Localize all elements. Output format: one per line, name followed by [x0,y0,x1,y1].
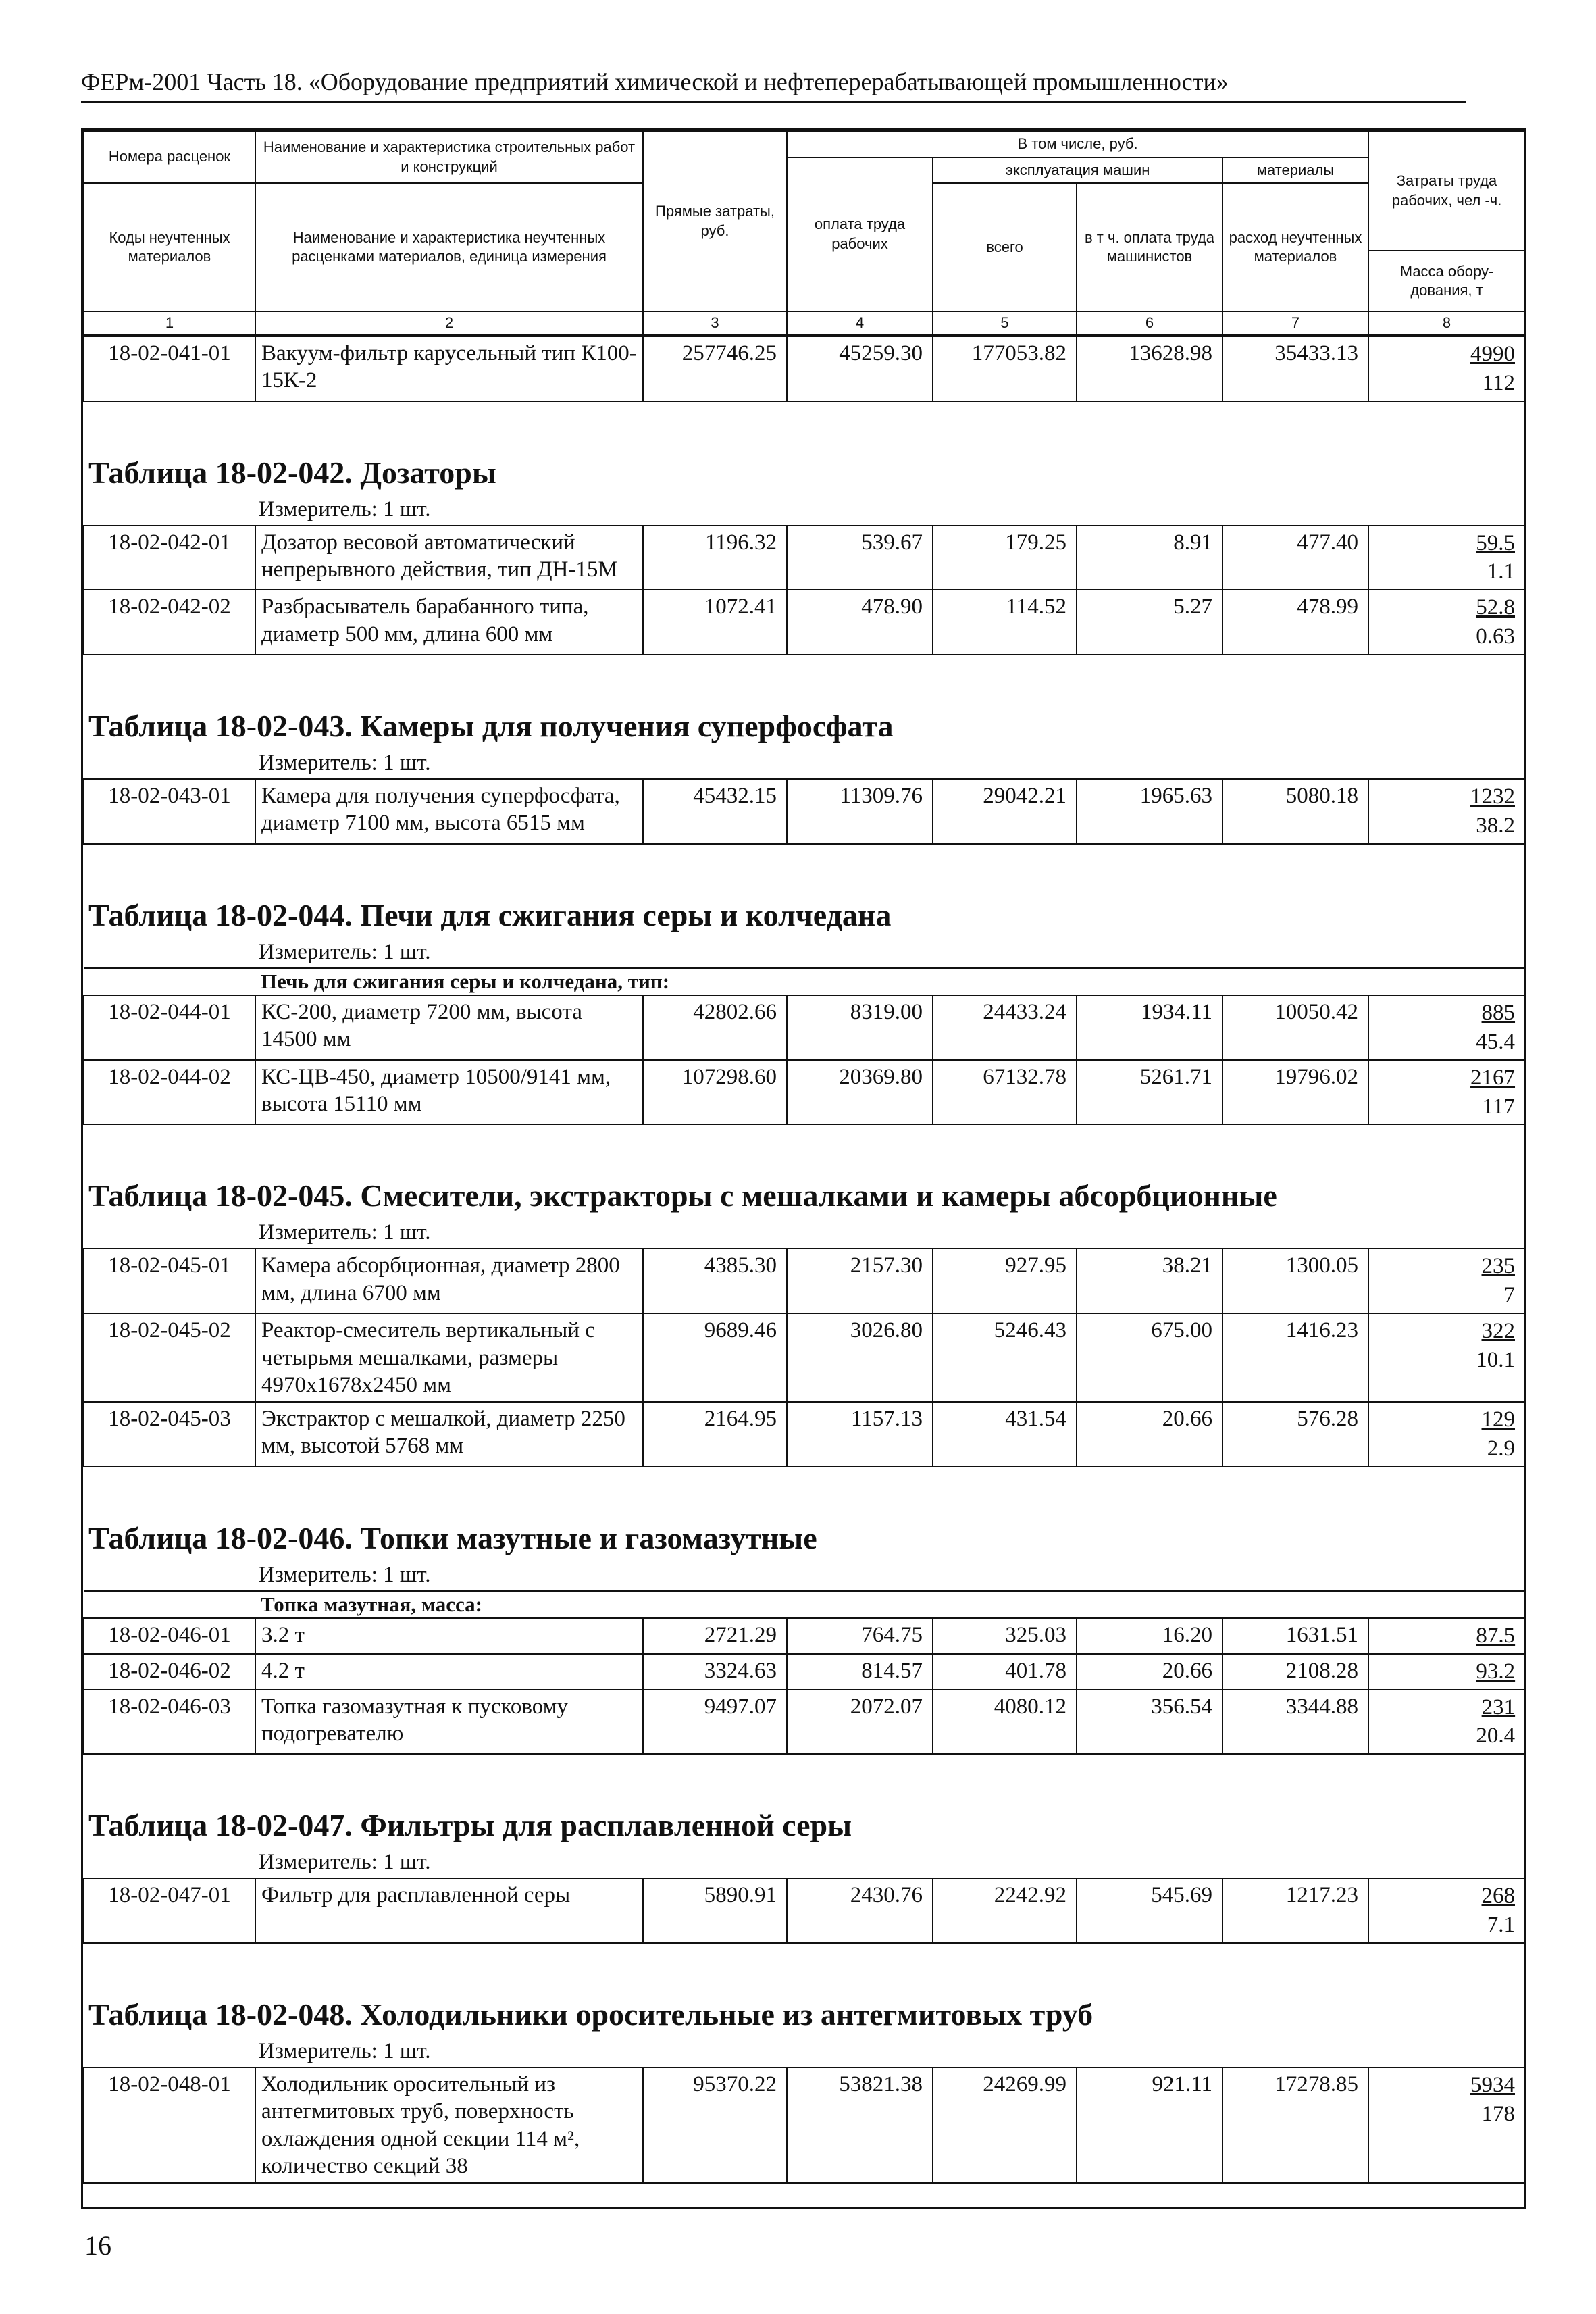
labor-hours: 235 [1481,1254,1515,1279]
rate-code: 18-02-048-01 [84,2067,255,2183]
section-unit: Измеритель: 1 шт. [259,751,431,776]
rate-code: 18-02-044-02 [84,1060,255,1125]
table-row [84,1878,1525,1943]
section-title: Таблица 18-02-044. Печи для сжигания серы и колчедана [88,897,892,932]
labor-hours: 2167 [1470,1065,1516,1090]
table-row [84,1654,1525,1690]
rate-code: 18-02-046-03 [84,1690,255,1755]
labor-hours-mass [1368,1060,1525,1125]
table-section [83,867,1524,1149]
table-header [83,130,1526,336]
equipment-mass: 117 [1482,1094,1516,1119]
labor-cost: 539.67 [787,526,933,590]
machine-cost: 5246.43 [933,1313,1077,1402]
material-cost: 10050.42 [1222,995,1368,1060]
labor-cost: 53821.38 [787,2067,933,2183]
section-title: Таблица 18-02-045. Смесители, экстракторы с мешалками и камеры абсорбционные [88,1178,1277,1213]
material-cost: 1217.23 [1222,1878,1368,1943]
labor-cost: 20369.80 [787,1060,933,1125]
direct-cost: 1072.41 [643,590,787,655]
labor-hours-mass [1368,2067,1525,2183]
table-row [84,995,1525,1060]
table-section [83,1967,1524,2207]
section-table [83,525,1526,679]
labor-hours-mass [1368,995,1525,1060]
labor-cost: 2072.07 [787,1690,933,1755]
material-cost: 477.40 [1222,526,1368,590]
rate-code: 18-02-042-02 [84,590,255,655]
machinist-labor-cost: 5261.71 [1077,1060,1222,1125]
header-incl: В том числе, руб. [787,131,1368,157]
labor-hours: 4990 [1470,341,1515,366]
machinist-labor-cost: 16.20 [1077,1618,1222,1654]
table-row [84,1690,1525,1755]
table-section [83,1490,1524,1778]
section-table [83,1590,1526,1778]
labor-hours-mass [1368,1690,1525,1755]
rate-code: 18-02-042-01 [84,526,255,590]
material-cost: 1631.51 [1222,1618,1368,1654]
labor-hours: 5934 [1470,2073,1515,2098]
machine-cost: 325.03 [933,1618,1077,1654]
machinist-labor-cost: 20.66 [1077,1654,1222,1690]
labor-hours: 322 [1481,1319,1515,1344]
rate-name: Камера для получения суперфосфата, диаметр 7100 мм, высота 6515 мм [255,779,643,844]
rate-name: КС-200, диаметр 7200 мм, высота 14500 мм [255,995,643,1060]
material-cost: 19796.02 [1222,1060,1368,1125]
section-table [83,1878,1526,1967]
col-num: 2 [255,311,643,335]
direct-cost: 9497.07 [643,1690,787,1755]
table-row [84,1618,1525,1654]
material-cost: 1300.05 [1222,1249,1368,1313]
rate-name: Камера абсорбционная, диаметр 2800 мм, длина 6700 мм [255,1249,643,1313]
material-cost: 2108.28 [1222,1654,1368,1690]
material-cost: 478.99 [1222,590,1368,655]
equipment-mass: 7.1 [1487,1913,1515,1938]
labor-hours-mass [1368,590,1525,655]
machine-cost: 927.95 [933,1249,1077,1313]
direct-cost: 5890.91 [643,1878,787,1943]
section-table [83,967,1526,1149]
machine-cost: 67132.78 [933,1060,1077,1125]
equipment-mass: 38.2 [1476,813,1515,838]
rate-code: 18-02-047-01 [84,1878,255,1943]
header-direct: Прямые затраты, руб. [643,131,787,311]
header-labor: оплата труда рабочих [787,157,933,312]
direct-cost: 42802.66 [643,995,787,1060]
rate-code: 18-02-043-01 [84,779,255,844]
header-codes: Коды неучтенных материалов [84,183,255,311]
col-num: 6 [1077,311,1222,335]
header-costs: Затраты труда рабочих, чел -ч. [1368,131,1525,251]
equipment-mass: 112 [1482,370,1515,395]
rate-name: КС-ЦВ-450, диаметр 10500/9141 мм, высота 15110 мм [255,1060,643,1125]
header-mass: Масса обору-дования, т [1368,251,1525,311]
table-row [84,1249,1525,1313]
header-matuse: расход неучтенных материалов [1222,183,1368,311]
machinist-labor-cost: 1934.11 [1077,995,1222,1060]
page-header: ФЕРм-2001 Часть 18. «Оборудование предприятий химической и нефтеперерабатывающей промышленности» [81,68,1466,103]
labor-hours: 52.8 [1476,595,1515,620]
rate-code: 18-02-045-03 [84,1402,255,1467]
direct-cost: 257746.25 [643,336,787,401]
direct-cost: 95370.22 [643,2067,787,2183]
machinist-labor-cost: 8.91 [1077,526,1222,590]
col-num: 5 [933,311,1077,335]
table-section [83,425,1524,679]
direct-cost: 4385.30 [643,1249,787,1313]
table-row [84,1060,1525,1125]
section-subheader: Печь для сжигания серы и колчедана, тип: [84,968,1525,995]
labor-hours: 93.2 [1476,1659,1516,1684]
equipment-mass: 1.1 [1487,559,1515,584]
direct-cost: 2721.29 [643,1618,787,1654]
machinist-labor-cost: 20.66 [1077,1402,1222,1467]
table-section [83,678,1524,867]
labor-hours-mass [1368,336,1525,401]
direct-cost: 9689.46 [643,1313,787,1402]
rate-name: Разбрасыватель барабанного типа, диаметр 500 мм, длина 600 мм [255,590,643,655]
section-title: Таблица 18-02-043. Камеры для получения суперфосфата [88,709,894,744]
header-materials: материалы [1222,157,1368,184]
direct-cost: 45432.15 [643,779,787,844]
machinist-labor-cost: 38.21 [1077,1249,1222,1313]
rate-name: Дозатор весовой автоматический непрерывного действия, тип ДН-15М [255,526,643,590]
rate-code: 18-02-045-01 [84,1249,255,1313]
section-title: Таблица 18-02-042. Дозаторы [88,455,496,490]
labor-hours-mass [1368,526,1525,590]
labor-hours-mass [1368,1654,1525,1690]
section-title: Таблица 18-02-048. Холодильники оросительные из антегмитовых труб [88,1997,1093,2032]
labor-cost: 814.57 [787,1654,933,1690]
machine-cost: 401.78 [933,1654,1077,1690]
table-row [84,1313,1525,1402]
rate-code: 18-02-046-02 [84,1654,255,1690]
labor-cost: 2430.76 [787,1878,933,1943]
machinist-labor-cost: 356.54 [1077,1690,1222,1755]
table-row [84,590,1525,655]
header-name: Наименование и характеристика строительных работ и конструкций [255,131,643,183]
table-row [84,526,1525,590]
rates-table [81,128,1526,2209]
rate-name: 3.2 т [255,1618,643,1654]
header-numbers: Номера расценок [84,131,255,183]
section-title: Таблица 18-02-047. Фильтры для расплавленной серы [88,1808,852,1843]
col-num: 8 [1368,311,1525,335]
labor-hours: 268 [1481,1884,1515,1909]
rate-code: 18-02-044-01 [84,995,255,1060]
machine-cost: 177053.82 [933,336,1077,401]
labor-hours-mass [1368,779,1525,844]
section-title: Таблица 18-02-046. Топки мазутные и газомазутные [88,1520,817,1555]
machine-cost: 114.52 [933,590,1077,655]
labor-cost: 45259.30 [787,336,933,401]
equipment-mass: 7 [1503,1283,1515,1308]
material-cost: 576.28 [1222,1402,1368,1467]
section-unit: Измеритель: 1 шт. [259,939,431,964]
material-cost: 1416.23 [1222,1313,1368,1402]
direct-cost: 2164.95 [643,1402,787,1467]
labor-hours: 885 [1481,1000,1516,1025]
rate-code: 18-02-041-01 [84,336,255,401]
header-exploit: эксплуатация машин [933,157,1222,184]
labor-hours: 129 [1481,1407,1515,1432]
rate-name: 4.2 т [255,1654,643,1690]
machine-cost: 24433.24 [933,995,1077,1060]
labor-cost: 3026.80 [787,1313,933,1402]
machine-cost: 2242.92 [933,1878,1077,1943]
page-number: 16 [84,2230,111,2261]
machinist-labor-cost: 921.11 [1077,2067,1222,2183]
section-table [83,1248,1526,1490]
rate-name: Топка газомазутная к пусковому подогревателю [255,1690,643,1755]
section-unit: Измеритель: 1 шт. [259,1850,431,1875]
material-cost: 35433.13 [1222,336,1368,401]
labor-cost: 2157.30 [787,1249,933,1313]
rate-name: Фильтр для расплавленной серы [255,1878,643,1943]
machinist-labor-cost: 1965.63 [1077,779,1222,844]
machine-cost: 24269.99 [933,2067,1077,2183]
section-unit: Измеритель: 1 шт. [259,1562,431,1587]
labor-hours: 231 [1481,1694,1516,1719]
section-table [83,2067,1526,2207]
rate-name: Вакуум-фильтр карусельный тип К100-15К-2 [255,336,643,401]
machine-cost: 431.54 [933,1402,1077,1467]
machine-cost: 4080.12 [933,1690,1077,1755]
machinist-labor-cost: 13628.98 [1077,336,1222,401]
equipment-mass: 0.63 [1476,624,1515,649]
equipment-mass: 10.1 [1476,1348,1515,1373]
header-machlabor: в т ч. оплата труда машинистов [1077,183,1222,311]
labor-hours-mass [1368,1878,1525,1943]
labor-cost: 8319.00 [787,995,933,1060]
machine-cost: 29042.21 [933,779,1077,844]
col-num: 4 [787,311,933,335]
labor-cost: 764.75 [787,1618,933,1654]
labor-cost: 1157.13 [787,1402,933,1467]
machinist-labor-cost: 5.27 [1077,590,1222,655]
labor-cost: 478.90 [787,590,933,655]
rate-name: Экстрактор с мешалкой, диаметр 2250 мм, высотой 5768 мм [255,1402,643,1467]
section-unit: Измеритель: 1 шт. [259,1220,431,1245]
machine-cost: 179.25 [933,526,1077,590]
labor-hours: 1232 [1470,784,1515,809]
labor-hours: 59.5 [1476,530,1515,555]
header-name2: Наименование и характеристика неучтенных расценками материалов, единица измерения [255,183,643,311]
section-unit: Измеритель: 1 шт. [259,497,431,522]
labor-hours-mass [1368,1249,1525,1313]
labor-cost: 11309.76 [787,779,933,844]
rate-code: 18-02-045-02 [84,1313,255,1402]
section-table [83,778,1526,867]
labor-hours: 87.5 [1476,1623,1516,1648]
material-cost: 5080.18 [1222,779,1368,844]
first-table-body [83,336,1526,425]
machinist-labor-cost: 675.00 [1077,1313,1222,1402]
equipment-mass: 20.4 [1476,1724,1516,1749]
machinist-labor-cost: 545.69 [1077,1878,1222,1943]
labor-hours-mass [1368,1402,1525,1467]
table-row [84,2067,1525,2183]
labor-hours-mass [1368,1618,1525,1654]
col-num: 3 [643,311,787,335]
table-row [84,336,1525,401]
equipment-mass: 178 [1481,2102,1515,2127]
col-num: 1 [84,311,255,335]
direct-cost: 3324.63 [643,1654,787,1690]
table-row [84,1402,1525,1467]
table-section [83,1778,1524,1967]
table-row [84,779,1525,844]
equipment-mass: 2.9 [1487,1436,1515,1461]
direct-cost: 107298.60 [643,1060,787,1125]
labor-hours-mass [1368,1313,1525,1402]
col-num: 7 [1222,311,1368,335]
table-section [83,1148,1524,1490]
rate-code: 18-02-046-01 [84,1618,255,1654]
direct-cost: 1196.32 [643,526,787,590]
equipment-mass: 45.4 [1476,1029,1516,1054]
rate-name: Реактор-смеситель вертикальный с четырьмя мешалками, размеры 4970х1678х2450 мм [255,1313,643,1402]
rate-name: Холодильник оросительный из антегмитовых труб, поверхность охлаждения одной секции 114 м², количество секций 38 [255,2067,643,2183]
section-subheader: Топка мазутная, масса: [84,1591,1525,1618]
material-cost: 3344.88 [1222,1690,1368,1755]
header-total: всего [933,183,1077,311]
material-cost: 17278.85 [1222,2067,1368,2183]
sections-container [83,425,1524,2207]
section-unit: Измеритель: 1 шт. [259,2039,431,2064]
